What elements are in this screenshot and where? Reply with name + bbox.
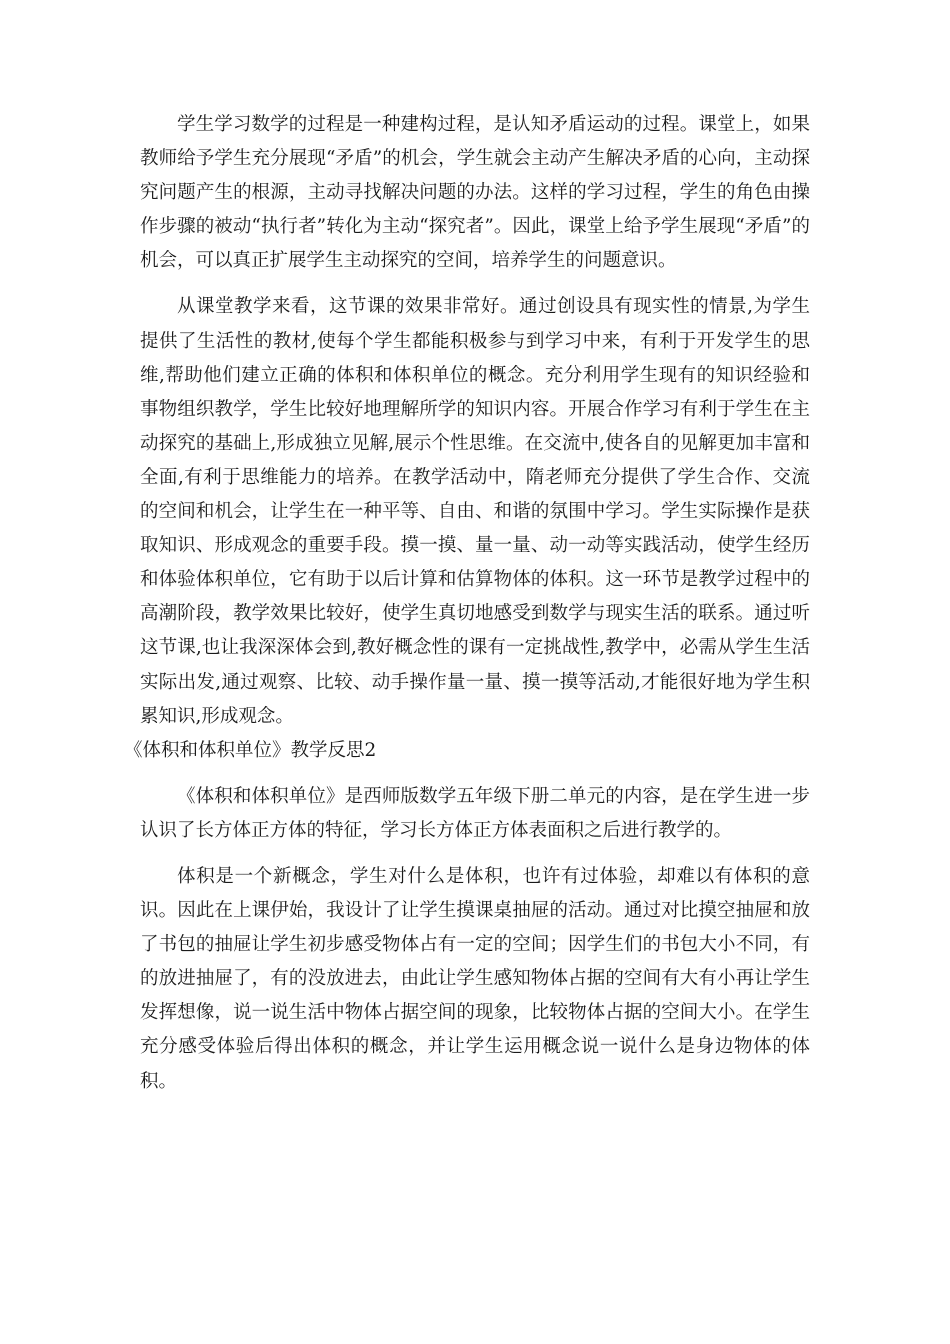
paragraph-2: 从课堂教学来看，这节课的效果非常好。通过创设具有现实性的情景,为学生提供了生活性的教材,使每个学生都能积极参与到学习中来，有利于开发学生的思维,帮助他们建立正确的体积和体积单位的概念。充分利用学生现有的知识经验和事物组织教学，学生比较好地理解所学的知识内容。开展合作学习有利于学生在主动探究的基础上,形成独立见解,展示个性思维。在交流中,使各自的见解更加丰富和全面,有利于思维能力的培养。在教学活动中，隋老师充分提供了学生合作、交流的空间和机会，让学生在一种平等、自由、和谐的氛围中学习。学生实际操作是获取知识、形成观念的重要手段。摸一摸、量一量、动一动等实践活动，使学生经历和体验体积单位，它有助于以后计算和估算物体的体积。这一环节是教学过程中的高潮阶段，教学效果比较好，使学生真切地感受到数学与现实生活的联系。通过听这节课,也让我深深体会到,教好概念性的课有一定挑战性,教学中，必需从学生生活实际出发,通过观察、比较、动手操作量一量、摸一摸等活动,才能很好地为学生积累知识,形成观念。: [140, 296, 810, 727]
document-body: [124, 108, 810, 1099]
section-paragraph-1: 《体积和体积单位》是西师版数学五年级下册二单元的内容，是在学生进一步认识了长方体正方体的特征，学习长方体正方体表面积之后进行教学的。: [140, 785, 810, 841]
section-title: 《体积和体积单位》教学反思2: [124, 739, 377, 761]
paragraph-1: 学生学习数学的过程是一种建构过程，是认知矛盾运动的过程。课堂上，如果教师给予学生充分展现“矛盾”的机会，学生就会主动产生解决矛盾的心向，主动探究问题产生的根源，主动寻找解决问题的办法。这样的学习过程，学生的角色由操作步骤的被动“执行者”转化为主动“探究者”。因此，课堂上给予学生展现“矛盾”的机会，可以真正扩展学生主动探究的空间，培养学生的问题意识。: [140, 114, 810, 272]
section-paragraph-2: 体积是一个新概念，学生对什么是体积，也许有过体验，却难以有体积的意识。因此在上课伊始，我设计了让学生摸课桌抽屉的活动。通过对比摸空抽屉和放了书包的抽屉让学生初步感受物体占有一定的空间；因学生们的书包大小不同，有的放进抽屉了，有的没放进去，由此让学生感知物体占据的空间有大有小再让学生发挥想像，说一说生活中物体占据空间的现象，比较物体占据的空间大小。在学生充分感受体验后得出体积的概念，并让学生运用概念说一说什么是身边物体的体积。: [140, 865, 810, 1092]
